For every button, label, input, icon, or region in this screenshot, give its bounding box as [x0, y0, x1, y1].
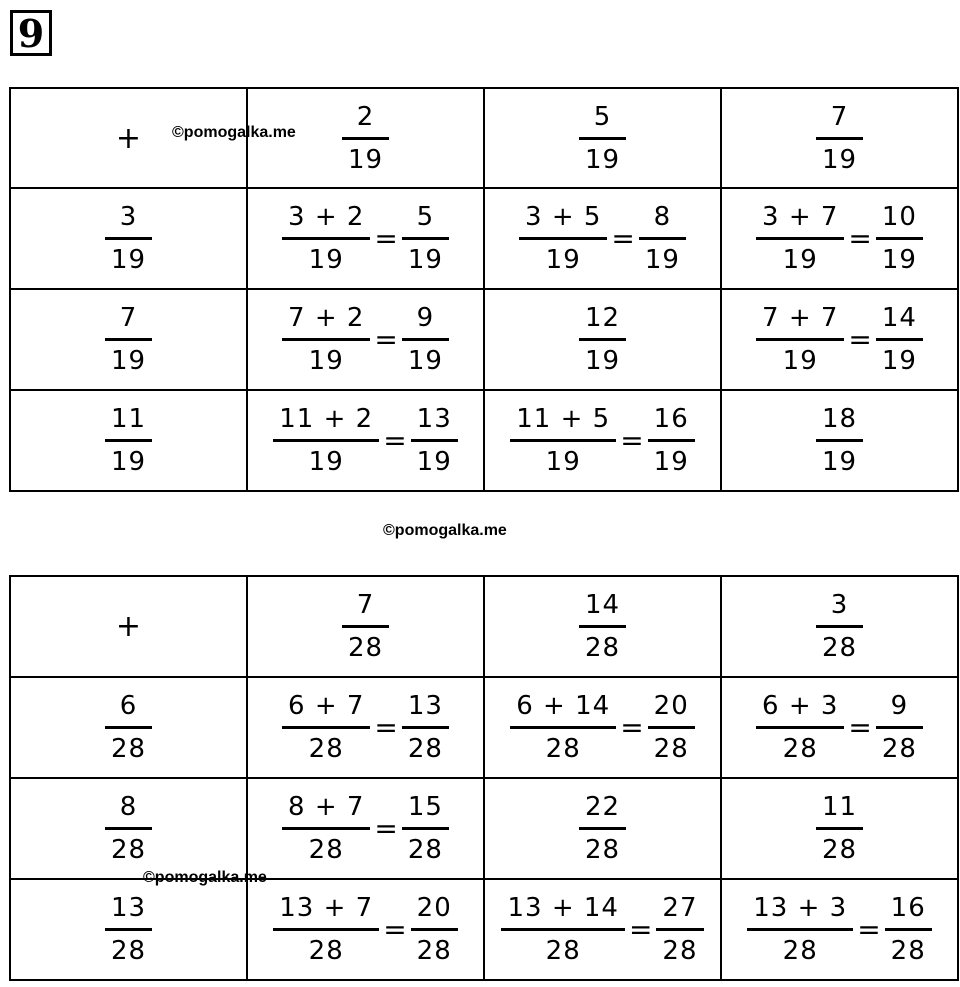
denominator: 19 — [110, 245, 147, 275]
denominator: 19 — [584, 144, 621, 175]
numerator: 3 + 5 — [525, 202, 602, 232]
numerator: 5 — [593, 101, 612, 132]
sum-cell — [247, 289, 484, 390]
numerator: 18 — [821, 404, 858, 434]
denominator: 19 — [308, 346, 344, 376]
operator-cell — [10, 576, 247, 677]
numerator: 11 — [110, 404, 147, 434]
sum-expression — [516, 692, 689, 763]
addition-table-1 — [9, 87, 959, 492]
sum-expression — [288, 793, 443, 864]
sum-cell — [721, 677, 958, 778]
table-row — [10, 390, 958, 491]
fraction-bar — [510, 439, 616, 442]
result-fraction — [408, 203, 443, 274]
sum-fraction — [762, 203, 838, 274]
denominator: 28 — [308, 936, 344, 966]
row-header-cell — [10, 677, 247, 778]
result-fraction — [585, 304, 620, 375]
fraction-bar — [519, 237, 607, 240]
denominator: 19 — [545, 447, 581, 477]
numerator: 6 + 7 — [288, 691, 365, 721]
equals-sign: = — [848, 323, 872, 356]
sum-fraction — [525, 203, 601, 274]
numerator: 22 — [584, 792, 621, 822]
equals-sign: = — [383, 913, 407, 946]
numerator: 6 — [119, 691, 138, 721]
column-header-cell — [484, 88, 721, 188]
plus-sign: + — [115, 609, 142, 644]
sum-expression — [525, 203, 680, 274]
denominator: 28 — [782, 734, 818, 764]
result-fraction — [408, 304, 443, 375]
sum-cell — [247, 677, 484, 778]
numerator: 14 — [584, 590, 621, 620]
numerator: 16 — [653, 404, 689, 434]
equals-sign: = — [628, 913, 653, 946]
fraction-bar — [402, 827, 449, 830]
result-fraction — [662, 894, 697, 965]
fraction-bar — [816, 137, 863, 140]
result-fraction — [408, 793, 443, 864]
fraction-bar — [273, 439, 379, 442]
numerator: 11 — [821, 792, 858, 822]
column-header-fraction — [585, 103, 620, 174]
header-row — [10, 576, 958, 677]
denominator: 19 — [644, 245, 680, 275]
table-row — [10, 778, 958, 879]
fraction-bar — [501, 928, 624, 931]
result-fraction — [822, 405, 857, 476]
row-header-fraction — [111, 405, 146, 476]
denominator: 28 — [881, 734, 917, 764]
numerator: 9 — [416, 303, 435, 333]
fraction-bar — [579, 827, 626, 830]
sum-fraction — [507, 894, 618, 965]
numerator: 15 — [407, 792, 443, 822]
equals-sign: = — [620, 711, 644, 744]
watermark: ©pomogalka.me — [172, 124, 296, 141]
sum-expression — [753, 894, 926, 965]
sum-expression — [516, 405, 689, 476]
result-fraction — [417, 405, 452, 476]
fraction-bar — [579, 625, 626, 628]
equals-sign: = — [857, 913, 881, 946]
fraction-bar — [756, 338, 844, 341]
result-fraction — [882, 304, 917, 375]
result-fraction — [882, 692, 917, 763]
column-header-cell — [247, 576, 484, 677]
fraction-bar — [747, 928, 853, 931]
numerator: 5 — [416, 202, 435, 232]
numerator: 7 + 2 — [288, 303, 365, 333]
fraction-bar — [411, 439, 458, 442]
fraction-bar — [756, 726, 844, 729]
numerator: 13 + 14 — [507, 893, 619, 923]
sum-cell — [247, 879, 484, 980]
numerator: 8 + 7 — [288, 792, 365, 822]
denominator: 19 — [347, 144, 384, 175]
denominator: 19 — [782, 245, 818, 275]
fraction-bar — [816, 439, 863, 442]
numerator: 11 + 5 — [516, 404, 611, 434]
row-header-fraction — [111, 793, 146, 864]
numerator: 10 — [881, 202, 917, 232]
numerator: 8 — [653, 202, 672, 232]
column-header-cell — [721, 88, 958, 188]
result-fraction — [822, 793, 857, 864]
denominator: 28 — [653, 734, 689, 764]
fraction-bar — [648, 439, 695, 442]
sum-cell — [484, 879, 721, 980]
column-header-fraction — [348, 103, 383, 174]
sum-expression — [762, 692, 917, 763]
result-fraction — [891, 894, 926, 965]
numerator: 13 + 7 — [279, 893, 374, 923]
sum-cell — [484, 778, 721, 879]
row-header-fraction — [111, 304, 146, 375]
addition-table-2 — [9, 575, 959, 981]
watermark: ©pomogalka.me — [383, 522, 507, 539]
sum-fraction — [288, 304, 364, 375]
sum-expression — [762, 203, 917, 274]
equals-sign: = — [374, 812, 398, 845]
sum-expression — [288, 304, 443, 375]
numerator: 7 — [830, 101, 849, 132]
row-header-fraction — [111, 894, 146, 965]
fraction-bar — [876, 726, 923, 729]
fraction-bar — [282, 237, 370, 240]
numerator: 7 — [356, 590, 375, 620]
sum-cell — [721, 289, 958, 390]
denominator: 28 — [110, 936, 147, 966]
numerator: 16 — [890, 893, 926, 923]
column-header-fraction — [822, 591, 857, 662]
sum-fraction — [762, 304, 838, 375]
numerator: 3 + 2 — [288, 202, 365, 232]
denominator: 28 — [782, 936, 818, 966]
equals-sign: = — [848, 711, 872, 744]
sum-cell — [721, 778, 958, 879]
denominator: 19 — [110, 346, 147, 376]
column-header-fraction — [585, 591, 620, 662]
fraction-bar — [282, 726, 370, 729]
row-header-cell — [10, 390, 247, 491]
denominator: 28 — [890, 936, 926, 966]
fraction-bar — [105, 726, 152, 729]
row-header-cell — [10, 289, 247, 390]
numerator: 13 — [416, 404, 452, 434]
equals-sign: = — [374, 711, 398, 744]
numerator: 13 + 3 — [753, 893, 848, 923]
denominator: 28 — [308, 734, 344, 764]
denominator: 28 — [407, 734, 443, 764]
numerator: 13 — [407, 691, 443, 721]
equals-sign: = — [383, 424, 407, 457]
sum-cell — [721, 879, 958, 980]
sum-expression — [288, 203, 443, 274]
denominator: 19 — [821, 447, 858, 477]
result-fraction — [654, 692, 689, 763]
denominator: 19 — [308, 447, 344, 477]
denominator: 19 — [881, 346, 917, 376]
numerator: 9 — [890, 691, 909, 721]
sum-cell — [484, 289, 721, 390]
result-fraction — [585, 793, 620, 864]
denominator: 28 — [416, 936, 452, 966]
denominator: 28 — [584, 835, 621, 865]
fraction-bar — [579, 137, 626, 140]
sum-fraction — [288, 692, 364, 763]
fraction-bar — [756, 237, 844, 240]
fraction-bar — [656, 928, 703, 931]
numerator: 6 + 14 — [516, 691, 611, 721]
denominator: 28 — [347, 633, 384, 663]
denominator: 19 — [308, 245, 344, 275]
fraction-bar — [273, 928, 379, 931]
sum-cell — [721, 390, 958, 491]
sum-cell — [247, 390, 484, 491]
fraction-bar — [282, 338, 370, 341]
fraction-bar — [639, 237, 686, 240]
denominator: 28 — [545, 936, 581, 966]
numerator: 14 — [881, 303, 917, 333]
numerator: 6 + 3 — [762, 691, 839, 721]
fraction-bar — [579, 338, 626, 341]
fraction-bar — [342, 625, 389, 628]
watermark: ©pomogalka.me — [143, 869, 267, 886]
fraction-bar — [876, 237, 923, 240]
equals-sign: = — [848, 222, 872, 255]
result-fraction — [645, 203, 680, 274]
fraction-bar — [342, 137, 389, 140]
equals-sign: = — [374, 222, 398, 255]
numerator: 7 + 7 — [762, 303, 839, 333]
table-row — [10, 289, 958, 390]
column-header-fraction — [822, 103, 857, 174]
fraction-bar — [402, 726, 449, 729]
fraction-bar — [411, 928, 458, 931]
fraction-bar — [648, 726, 695, 729]
sum-cell — [484, 390, 721, 491]
denominator: 28 — [821, 633, 858, 663]
row-header-fraction — [111, 692, 146, 763]
fraction-bar — [402, 338, 449, 341]
sum-cell — [721, 188, 958, 289]
sum-fraction — [516, 405, 610, 476]
column-header-cell — [721, 576, 958, 677]
numerator: 3 — [830, 590, 849, 620]
denominator: 19 — [545, 245, 581, 275]
numerator: 12 — [584, 303, 621, 333]
sum-fraction — [279, 894, 373, 965]
column-header-cell — [484, 576, 721, 677]
numerator: 2 — [356, 101, 375, 132]
denominator: 28 — [407, 835, 443, 865]
result-fraction — [417, 894, 452, 965]
fraction-bar — [816, 827, 863, 830]
denominator: 28 — [821, 835, 858, 865]
denominator: 19 — [653, 447, 689, 477]
fraction-bar — [105, 827, 152, 830]
sum-fraction — [753, 894, 847, 965]
numerator: 13 — [110, 893, 147, 923]
sum-fraction — [516, 692, 610, 763]
denominator: 19 — [407, 245, 443, 275]
fraction-bar — [282, 827, 370, 830]
equals-sign: = — [374, 323, 398, 356]
numerator: 11 + 2 — [279, 404, 374, 434]
table-row — [10, 879, 958, 980]
numerator: 20 — [416, 893, 452, 923]
sum-fraction — [288, 203, 364, 274]
fraction-bar — [105, 439, 152, 442]
numerator: 20 — [653, 691, 689, 721]
numerator: 7 — [119, 303, 138, 333]
fraction-bar — [885, 928, 932, 931]
sum-expression — [279, 894, 452, 965]
denominator: 19 — [821, 144, 858, 175]
numerator: 3 + 7 — [762, 202, 839, 232]
denominator: 28 — [110, 835, 147, 865]
fraction-bar — [105, 338, 152, 341]
sum-expression — [507, 894, 697, 965]
denominator: 28 — [110, 734, 147, 764]
result-fraction — [408, 692, 443, 763]
numerator: 3 — [119, 202, 138, 232]
denominator: 19 — [584, 346, 621, 376]
row-header-fraction — [111, 203, 146, 274]
numerator: 27 — [662, 893, 698, 923]
equals-sign: = — [620, 424, 644, 457]
fraction-bar — [816, 625, 863, 628]
sum-expression — [279, 405, 452, 476]
sum-cell — [247, 778, 484, 879]
sum-cell — [484, 677, 721, 778]
row-header-cell — [10, 879, 247, 980]
row-header-cell — [10, 778, 247, 879]
plus-sign: + — [115, 120, 142, 156]
sum-cell — [484, 188, 721, 289]
sum-expression — [762, 304, 917, 375]
fraction-bar — [402, 237, 449, 240]
fraction-bar — [105, 237, 152, 240]
sum-cell — [247, 188, 484, 289]
column-header-fraction — [348, 591, 383, 662]
row-header-cell — [10, 188, 247, 289]
sum-fraction — [762, 692, 838, 763]
denominator: 19 — [881, 245, 917, 275]
fraction-bar — [510, 726, 616, 729]
result-fraction — [882, 203, 917, 274]
denominator: 19 — [110, 447, 147, 477]
numerator: 8 — [119, 792, 138, 822]
denominator: 19 — [407, 346, 443, 376]
fraction-bar — [876, 338, 923, 341]
table-row — [10, 188, 958, 289]
equals-sign: = — [611, 222, 635, 255]
denominator: 19 — [416, 447, 452, 477]
denominator: 28 — [584, 633, 621, 663]
sum-fraction — [288, 793, 364, 864]
denominator: 28 — [308, 835, 344, 865]
sum-expression — [288, 692, 443, 763]
sum-fraction — [279, 405, 373, 476]
fraction-bar — [105, 928, 152, 931]
denominator: 28 — [662, 936, 698, 966]
task-number: 9 — [10, 10, 52, 56]
denominator: 28 — [545, 734, 581, 764]
table-row — [10, 677, 958, 778]
denominator: 19 — [782, 346, 818, 376]
header-row — [10, 88, 958, 188]
result-fraction — [654, 405, 689, 476]
